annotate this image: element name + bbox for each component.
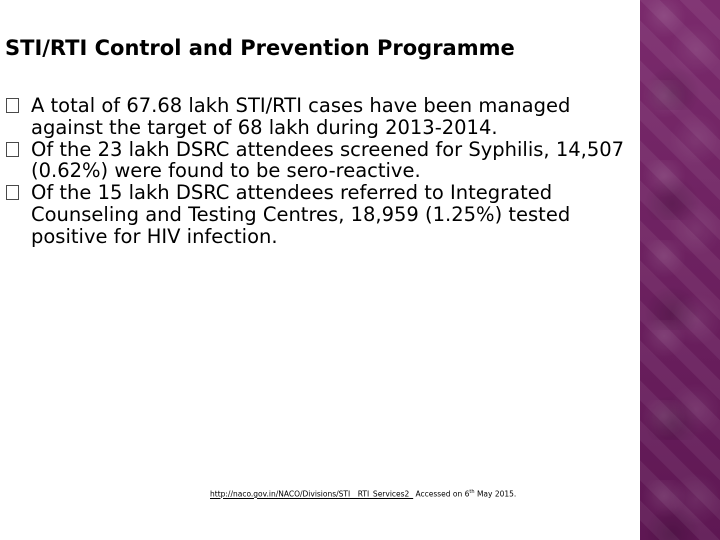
bullet-text: Of the 23 lakh DSRC attendees screened for Syphilis, 14,507 (0.62%) were found to be sero-reactive. [31, 137, 625, 183]
reference-link[interactable]: http://naco.gov.in/NACO/Divisions/STI__RTI_Services2_ [210, 489, 414, 499]
bullet-text: Of the 15 lakh DSRC attendees referred to Integrated Counseling and Testing Centres, 18,959 (1.25%) tested positive for HIV infection. [31, 181, 571, 248]
decorative-side-panel [640, 0, 720, 540]
reference-accessed-suffix: May 2015. [474, 489, 517, 499]
reference-ordinal: th [469, 489, 475, 495]
bullet-item [6, 139, 628, 183]
bullet-list [6, 95, 628, 248]
bullet-item [6, 95, 628, 139]
bullet-text: A total of 67.68 lakh STI/RTI cases have been managed against the target of 68 lakh during 2013-2014. [31, 94, 571, 139]
bullet-item [6, 182, 628, 247]
square-bullet-icon [6, 142, 19, 157]
slide-title: STI/RTI Control and Prevention Programme [5, 36, 515, 60]
reference-accessed-prefix: Accessed on 6 [413, 489, 470, 499]
reference-citation [210, 489, 516, 499]
square-bullet-icon [6, 98, 19, 113]
square-bullet-icon [6, 185, 19, 200]
